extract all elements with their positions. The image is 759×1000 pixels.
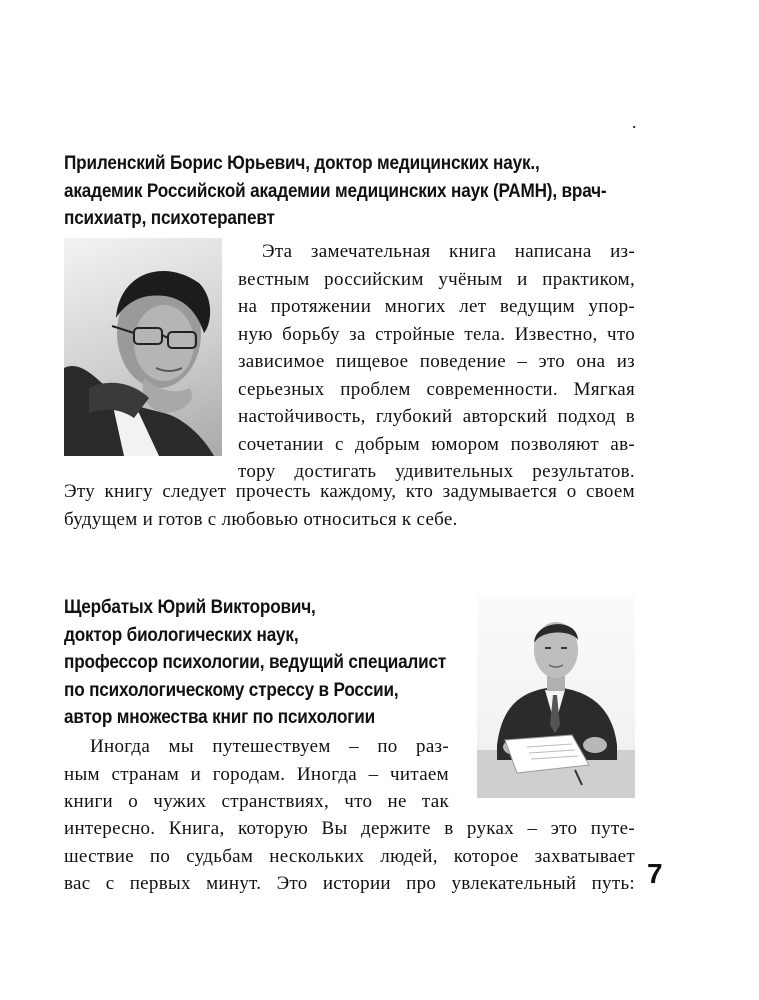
author-heading-2 xyxy=(64,594,446,732)
author-quote-1-wrapped xyxy=(238,238,635,486)
heading-line: Приленский Борис Юрьевич, доктор медицинских наук., xyxy=(64,152,540,174)
text-line: Эту книгу следует прочесть каждому, кто задумывается о своем xyxy=(64,481,635,502)
heading-line: доктор биологических наук, xyxy=(64,623,299,646)
text-line: серьезных проблем современности. Мягкая xyxy=(238,378,635,400)
text-line: настойчивость, глубокий авторский подход в xyxy=(238,406,635,427)
text-line: на протяжении многих лет ведущим упор- xyxy=(238,296,635,317)
text-line: Иногда мы путешествуем – по раз- xyxy=(90,736,449,757)
author-quote-1-full xyxy=(64,478,635,533)
heading-line: академик Российской академии медицинских наук (РАМН), врач- xyxy=(64,179,607,202)
text-line: шествие по судьбам нескольких людей, которое захватывает xyxy=(64,845,635,867)
text-line: тору достигать удивительных результатов. xyxy=(238,461,635,482)
text-line: книги о чужих странствиях, что не так xyxy=(64,791,449,812)
author-heading-1 xyxy=(64,150,606,233)
portrait-man-glasses-photo-icon xyxy=(64,238,222,456)
portrait-man-suit-desk-photo-icon xyxy=(477,595,635,798)
text-line: зависимое пищевое поведение – это она из xyxy=(238,351,635,372)
author-photo-1 xyxy=(64,238,222,456)
text-line: интересно. Книга, которую Вы держите в руках – это путе- xyxy=(64,818,635,839)
text-line: вас с первых минут. Это истории про увлекательный путь: xyxy=(64,873,635,894)
author-quote-2-full xyxy=(64,815,635,898)
page-number: 7 xyxy=(647,858,663,889)
text-line: будущем и готов с любовью относиться к себе. xyxy=(64,508,458,530)
text-line: ную борьбу за стройные тела. Известно, что xyxy=(238,323,635,345)
text-line: сочетании с добрым юмором позволяют ав- xyxy=(238,433,635,455)
author-photo-2 xyxy=(477,595,635,798)
text-line: Эта замечательная книга написана из- xyxy=(262,241,635,262)
heading-line: автор множества книг по психологии xyxy=(64,706,376,728)
author-quote-2-wrapped xyxy=(64,733,449,816)
heading-line: по психологическому стрессу в России, xyxy=(64,678,399,701)
text-line: ным странам и городам. Иногда – читаем xyxy=(64,763,449,785)
page-dot-mark: . xyxy=(632,112,637,132)
heading-line: Щербатых Юрий Викторович, xyxy=(64,596,316,618)
heading-line: психиатр, психотерапевт xyxy=(64,207,275,229)
text-line: вестным российским учёным и практиком, xyxy=(238,268,635,290)
heading-line: профессор психологии, ведущий специалист xyxy=(64,651,447,673)
